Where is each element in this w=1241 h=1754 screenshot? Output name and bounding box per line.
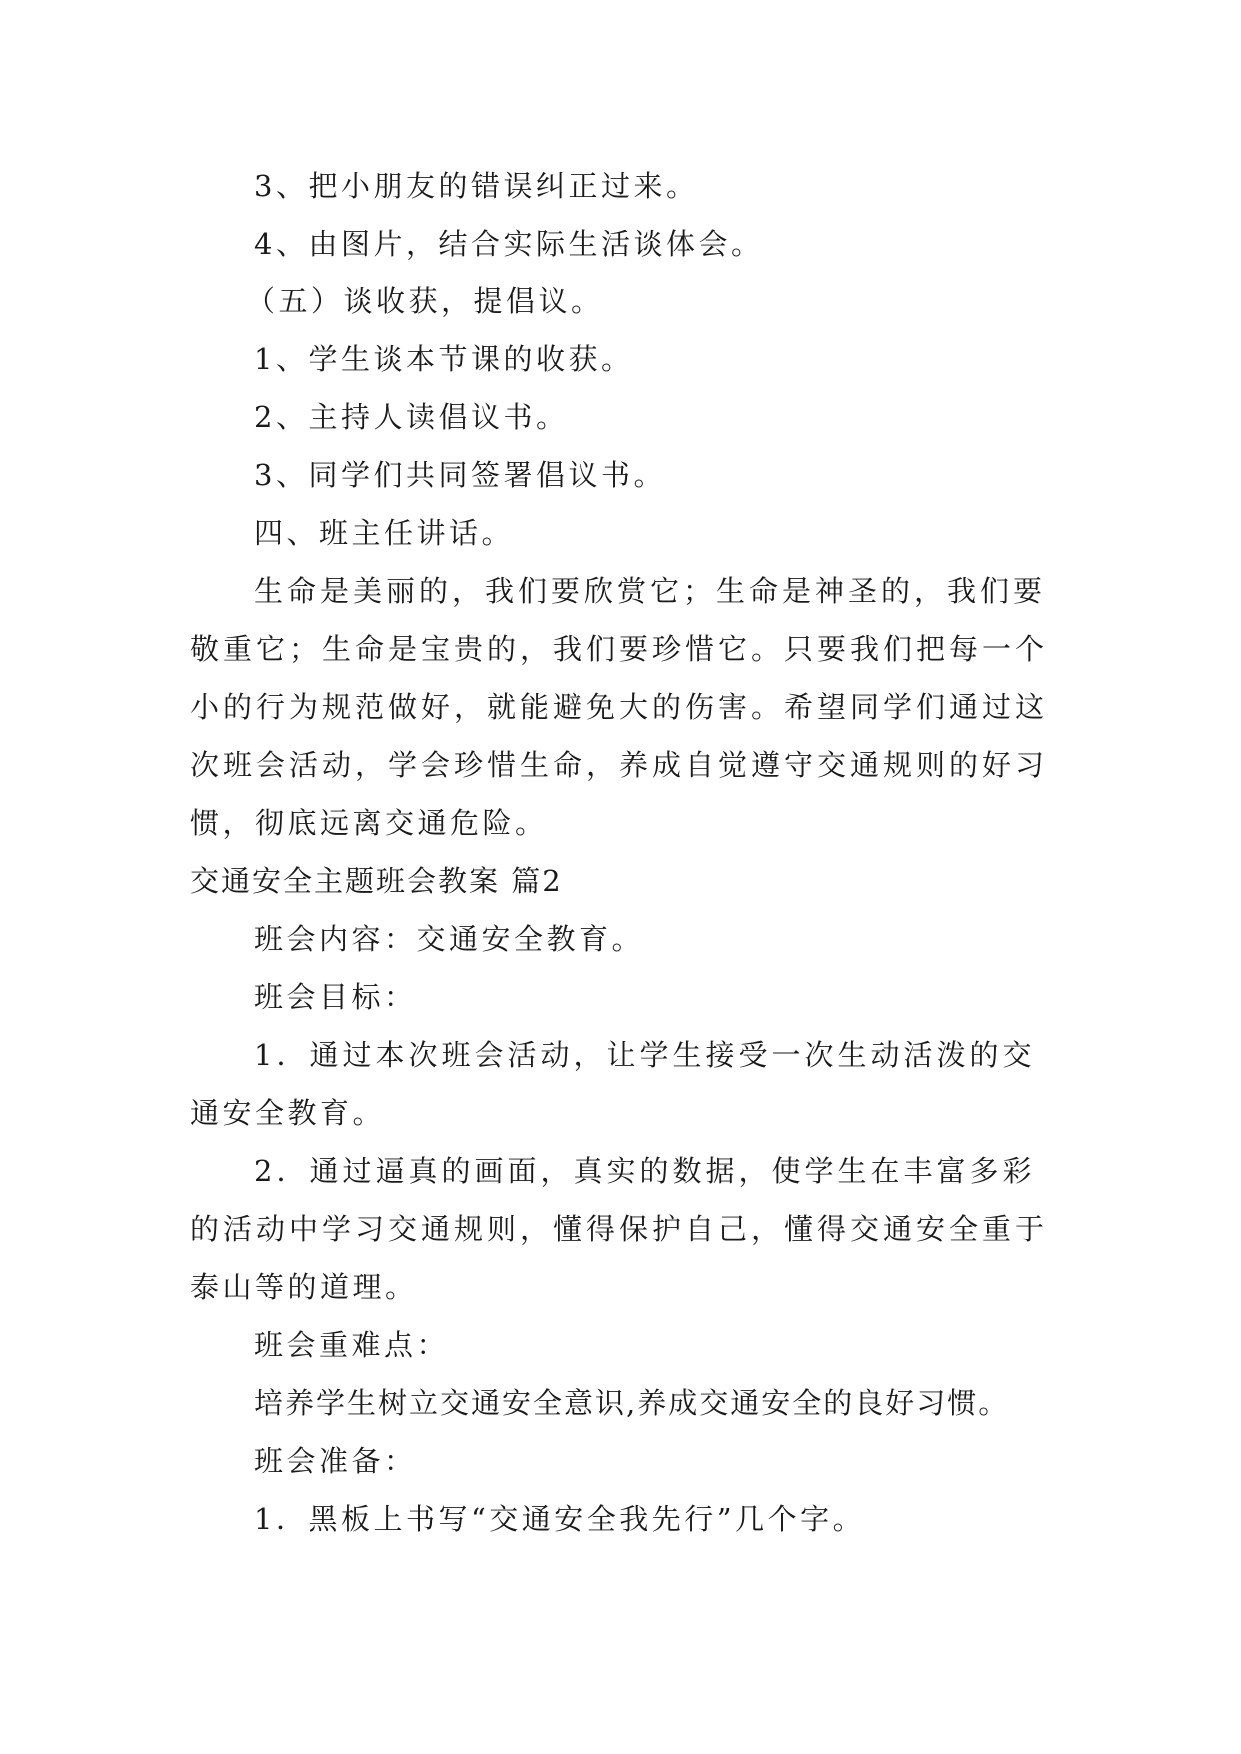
section-heading: 四、班主任讲话。 (254, 516, 515, 550)
paragraph-line: 惯，彻底远离交通危险。 (190, 806, 548, 840)
paragraph-line: 培养学生树立交通安全意识,养成交通安全的良好习惯。 (254, 1386, 1010, 1420)
section-heading: 班会准备： (254, 1444, 417, 1478)
paragraph-line: 敬重它；生命是宝贵的，我们要珍惜它。只要我们把每一个 (190, 632, 1049, 666)
list-item: 2、主持人读倡议书。 (254, 400, 569, 434)
list-item: 的活动中学习交通规则，懂得保护自己，懂得交通安全重于 (190, 1212, 1049, 1246)
list-item: 4、由图片，结合实际生活谈体会。 (254, 227, 764, 261)
paragraph-line: 生命是美丽的，我们要欣赏它；生命是神圣的，我们要 (254, 574, 1047, 608)
list-item: 3、同学们共同签署倡议书。 (254, 458, 666, 492)
paragraph-line: 班会内容：交通安全教育。 (254, 922, 645, 956)
list-item: 1、学生谈本节课的收获。 (254, 342, 634, 376)
paragraph-line: 小的行为规范做好，就能避免大的伤害。希望同学们通过这 (190, 690, 1049, 724)
list-item: 通安全教育。 (190, 1096, 386, 1130)
list-item: 2．通过逼真的画面，真实的数据，使学生在丰富多彩 (254, 1154, 1036, 1188)
article-title: 交通安全主题班会教案 篇2 (190, 864, 563, 898)
list-item: 3、把小朋友的错误纠正过来。 (254, 169, 699, 203)
paragraph-line: 次班会活动，学会珍惜生命，养成自觉遵守交通规则的好习 (190, 748, 1049, 782)
list-item: 泰山等的道理。 (190, 1270, 418, 1304)
list-item: 1．通过本次班会活动，让学生接受一次生动活泼的交 (254, 1038, 1036, 1072)
list-item: 1．黑板上书写“交通安全我先行”几个字。 (254, 1502, 866, 1536)
section-heading: 班会重难点： (254, 1328, 450, 1362)
section-heading: （五）谈收获，提倡议。 (246, 284, 604, 318)
section-heading: 班会目标： (254, 980, 417, 1014)
